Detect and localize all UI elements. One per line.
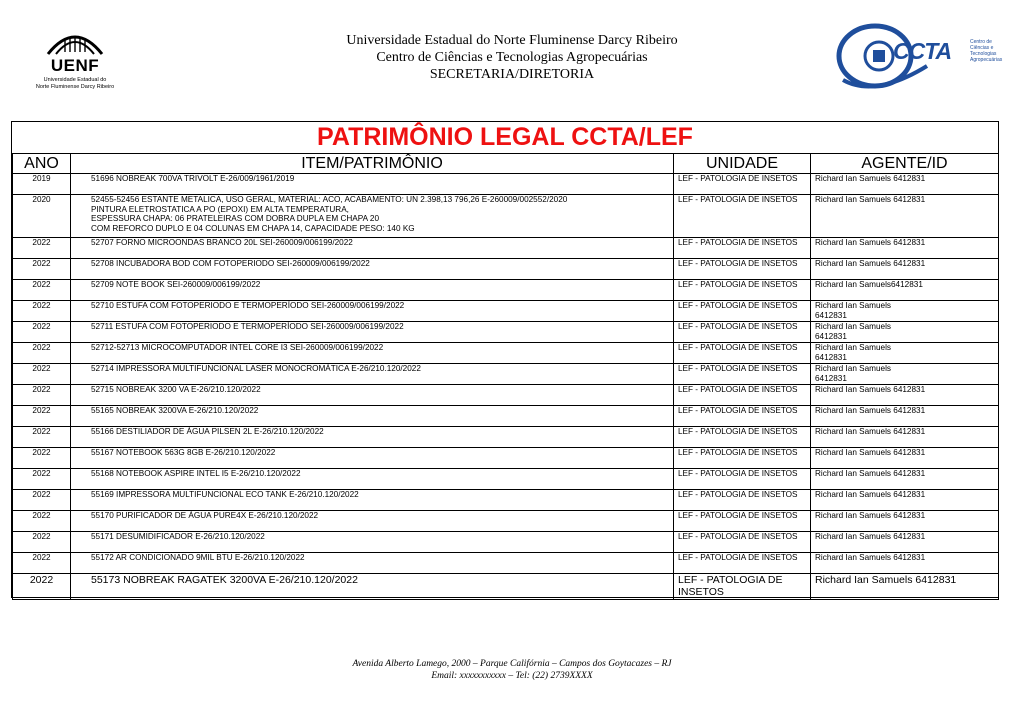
table-row xyxy=(13,195,999,238)
cell-ano: 2022 xyxy=(13,532,71,553)
table-row xyxy=(13,301,999,322)
cell-agente: Richard Ian Samuels 6412831 xyxy=(811,343,999,364)
page-footer xyxy=(0,658,1024,682)
cell-item: 52712-52713 MICROCOMPUTADOR INTEL CORE I3 SEI-260009/006199/2022 xyxy=(71,343,674,364)
cell-ano: 2022 xyxy=(13,406,71,427)
cell-item: 55166 DESTILIADOR DE ÁGUA PILSEN 2L E-26/210.120/2022 xyxy=(71,427,674,448)
uenf-subtitle: Universidade Estadual do Norte Fluminense Darcy Ribeiro xyxy=(35,77,115,90)
col-header-agente: AGENTE/ID xyxy=(811,154,999,174)
cell-ano: 2022 xyxy=(13,490,71,511)
cell-ano: 2022 xyxy=(13,448,71,469)
cell-unidade: LEF - PATOLOGIA DE INSETOS xyxy=(674,301,811,322)
cell-ano: 2019 xyxy=(13,174,71,195)
cell-unidade: LEF - PATOLOGIA DE INSETOS xyxy=(674,574,811,600)
cell-unidade: LEF - PATOLOGIA DE INSETOS xyxy=(674,511,811,532)
ccta-subtitle: Centro de Ciências e Tecnologias Agropecuárias xyxy=(970,39,1003,63)
cell-unidade: LEF - PATOLOGIA DE INSETOS xyxy=(674,343,811,364)
cell-ano: 2022 xyxy=(13,553,71,574)
cell-agente: Richard Ian Samuels 6412831 xyxy=(811,553,999,574)
cell-ano: 2022 xyxy=(13,343,71,364)
table-row xyxy=(13,259,999,280)
cell-item: 51696 NOBREAK 700VA TRIVOLT E-26/009/1961/2019 xyxy=(71,174,674,195)
cell-item: 55173 NOBREAK RAGATEK 3200VA E-26/210.120/2022 xyxy=(71,574,674,600)
cell-ano: 2022 xyxy=(13,238,71,259)
table-row xyxy=(13,469,999,490)
footer-contact: Email: xxxxxxxxxxx – Tel: (22) 2739XXXX xyxy=(431,671,593,681)
cell-item: 52715 NOBREAK 3200 VA E-26/210.120/2022 xyxy=(71,385,674,406)
table-row xyxy=(13,490,999,511)
cell-ano: 2020 xyxy=(13,195,71,238)
table-row xyxy=(13,322,999,343)
cell-agente: Richard Ian Samuels 6412831 xyxy=(811,406,999,427)
cell-unidade: LEF - PATOLOGIA DE INSETOS xyxy=(674,469,811,490)
cell-agente: Richard Ian Samuels 6412831 xyxy=(811,195,999,238)
cell-unidade: LEF - PATOLOGIA DE INSETOS xyxy=(674,259,811,280)
cell-unidade: LEF - PATOLOGIA DE INSETOS xyxy=(674,406,811,427)
cell-agente: Richard Ian Samuels 6412831 xyxy=(811,427,999,448)
cell-item: 55172 AR CONDICIONADO 9MIL BTU E-26/210.120/2022 xyxy=(71,553,674,574)
cell-unidade: LEF - PATOLOGIA DE INSETOS xyxy=(674,195,811,238)
cell-agente: Richard Ian Samuels 6412831 xyxy=(811,469,999,490)
table-body xyxy=(13,174,999,600)
cell-agente: Richard Ian Samuels 6412831 xyxy=(811,364,999,385)
cell-unidade: LEF - PATOLOGIA DE INSETOS xyxy=(674,427,811,448)
cell-item: 52455-52456 ESTANTE METALICA, USO GERAL, MATERIAL: ACO, ACABAMENTO: UN 2.398,13 796,26 E-260009/002552/2020 PINTURA ELETROSTATICA A PO (EPOXI) EM ALTA TEMPERATURA, ESPESSURA CHAPA: 06 PRATELEIRAS COM DOBRA DUPLA EM CHAPA 20 COM REFORCO DUPLO E 04 COLUNAS EM CHAPA 14, CAPACIDADE PESO: 140 KG xyxy=(71,195,674,238)
table-row xyxy=(13,238,999,259)
cell-agente: Richard Ian Samuels 6412831 xyxy=(811,238,999,259)
table-row xyxy=(13,448,999,469)
header-center: Centro de Ciências e Tecnologias Agropecuárias xyxy=(376,50,648,65)
table-row xyxy=(13,385,999,406)
cell-unidade: LEF - PATOLOGIA DE INSETOS xyxy=(674,364,811,385)
table-row xyxy=(13,574,999,600)
cell-unidade: LEF - PATOLOGIA DE INSETOS xyxy=(674,553,811,574)
table-header-row xyxy=(13,154,999,174)
col-header-unidade: UNIDADE xyxy=(674,154,811,174)
cell-agente: Richard Ian Samuels 6412831 xyxy=(811,511,999,532)
ccta-name: CCTA xyxy=(893,38,952,64)
table-row xyxy=(13,511,999,532)
table-row xyxy=(13,280,999,301)
cell-unidade: LEF - PATOLOGIA DE INSETOS xyxy=(674,490,811,511)
cell-ano: 2022 xyxy=(13,364,71,385)
table-title xyxy=(12,122,998,153)
cell-agente: Richard Ian Samuels 6412831 xyxy=(811,490,999,511)
cell-ano: 2022 xyxy=(13,469,71,490)
cell-ano: 2022 xyxy=(13,385,71,406)
cell-item: 52707 FORNO MICROONDAS BRANCO 20L SEI-260009/006199/2022 xyxy=(71,238,674,259)
header-department: SECRETARIA/DIRETORIA xyxy=(429,67,595,82)
footer-address: Avenida Alberto Lamego, 2000 – Parque Califórnia – Campos dos Goytacazes – RJ xyxy=(352,659,672,669)
cell-agente: Richard Ian Samuels 6412831 xyxy=(811,322,999,343)
cell-ano: 2022 xyxy=(13,301,71,322)
cell-agente: Richard Ian Samuels6412831 xyxy=(811,280,999,301)
cell-ano: 2022 xyxy=(13,511,71,532)
cell-unidade: LEF - PATOLOGIA DE INSETOS xyxy=(674,280,811,301)
cell-agente: Richard Ian Samuels 6412831 xyxy=(811,385,999,406)
cell-ano: 2022 xyxy=(13,322,71,343)
cell-unidade: LEF - PATOLOGIA DE INSETOS xyxy=(674,238,811,259)
cell-item: 52709 NOTE BOOK SEI-260009/006199/2022 xyxy=(71,280,674,301)
col-header-item: ITEM/PATRIMÔNIO xyxy=(71,154,674,174)
cell-agente: Richard Ian Samuels 6412831 xyxy=(811,448,999,469)
cell-ano: 2022 xyxy=(13,574,71,600)
cell-agente: Richard Ian Samuels 6412831 xyxy=(811,532,999,553)
cell-ano: 2022 xyxy=(13,280,71,301)
patrimony-table xyxy=(12,153,999,600)
table-title-main: PATRIMÔNIO LEGAL CCTA/ xyxy=(317,123,646,151)
table-title-suffix: LEF xyxy=(645,123,693,151)
cell-ano: 2022 xyxy=(13,259,71,280)
cell-ano: 2022 xyxy=(13,427,71,448)
cell-item: 52714 IMPRESSORA MULTIFUNCIONAL LASER MONOCROMÁTICA E-26/210.120/2022 xyxy=(71,364,674,385)
table-row xyxy=(13,174,999,195)
cell-unidade: LEF - PATOLOGIA DE INSETOS xyxy=(674,385,811,406)
cell-unidade: LEF - PATOLOGIA DE INSETOS xyxy=(674,448,811,469)
cell-unidade: LEF - PATOLOGIA DE INSETOS xyxy=(674,174,811,195)
table-row xyxy=(13,343,999,364)
cell-item: 52708 INCUBADORA BOD COM FOTOPERIODO SEI-260009/006199/2022 xyxy=(71,259,674,280)
cell-unidade: LEF - PATOLOGIA DE INSETOS xyxy=(674,532,811,553)
table-row xyxy=(13,553,999,574)
cell-item: 55170 PURIFICADOR DE ÁGUA PURE4X E-26/210.120/2022 xyxy=(71,511,674,532)
uenf-name: UENF xyxy=(50,56,100,75)
header-university: Universidade Estadual do Norte Fluminense Darcy Ribeiro xyxy=(346,33,678,48)
patrimony-table-frame xyxy=(11,121,999,598)
table-row xyxy=(13,406,999,427)
table-row xyxy=(13,532,999,553)
ccta-logo xyxy=(835,14,1003,94)
cell-agente: Richard Ian Samuels 6412831 xyxy=(811,574,999,600)
cell-item: 52710 ESTUFA COM FOTOPERIODO E TERMOPERÍODO SEI-260009/006199/2022 xyxy=(71,301,674,322)
cell-agente: Richard Ian Samuels 6412831 xyxy=(811,174,999,195)
cell-item: 55165 NOBREAK 3200VA E-26/210.120/2022 xyxy=(71,406,674,427)
table-row xyxy=(13,364,999,385)
cell-item: 55171 DESUMIDIFICADOR E-26/210.120/2022 xyxy=(71,532,674,553)
cell-agente: Richard Ian Samuels 6412831 xyxy=(811,259,999,280)
cell-agente: Richard Ian Samuels 6412831 xyxy=(811,301,999,322)
cell-item: 55167 NOTEBOOK 563G 8GB E-26/210.120/2022 xyxy=(71,448,674,469)
cell-item: 55169 IMPRESSORA MULTIFUNCIONAL ECO TANK E-26/210.120/2022 xyxy=(71,490,674,511)
col-header-ano: ANO xyxy=(13,154,71,174)
cell-item: 52711 ESTUFA COM FOTOPERIODO E TERMOPERÍODO SEI-260009/006199/2022 xyxy=(71,322,674,343)
table-row xyxy=(13,427,999,448)
cell-item: 55168 NOTEBOOK ASPIRE INTEL I5 E-26/210.120/2022 xyxy=(71,469,674,490)
cell-unidade: LEF - PATOLOGIA DE INSETOS xyxy=(674,322,811,343)
